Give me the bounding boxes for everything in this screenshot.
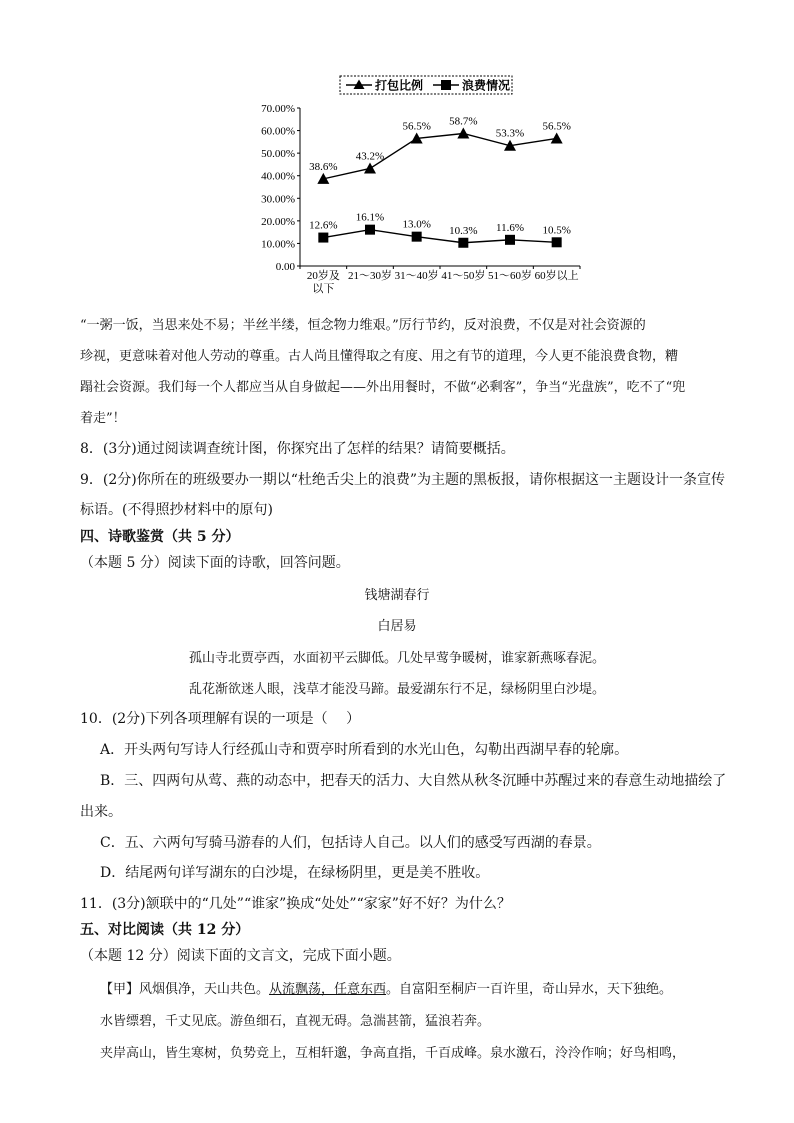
passage-line: 珍视，更意味着对他人劳动的尊重。古人尚且懂得取之有度、用之有节的道理，今人更不能浪费食物，糟 [80, 349, 679, 364]
y-tick-label: 70.00% [261, 103, 295, 115]
data-label: 12.6% [309, 219, 338, 232]
question-10-stem: 10．(2分)下列各项理解有误的一项是（ ） [80, 711, 361, 727]
section-4-intro: （本题 5 分）阅读下面的诗歌，回答问题。 [80, 555, 350, 571]
data-point-triangle [364, 162, 376, 173]
poem-line-2: 乱花渐欲迷人眼，浅草才能没马蹄。最爱湖东行不足，绿杨阴里白沙堤。 [188, 682, 605, 697]
material-passage [80, 310, 720, 434]
passage-jia-line-1 [100, 978, 672, 997]
data-label: 13.0% [402, 218, 431, 231]
data-point-square [365, 225, 375, 235]
data-label: 38.6% [309, 160, 338, 173]
question-8: 8．(3分)通过阅读调查统计图，你探究出了怎样的结果？请简要概括。 [80, 441, 515, 457]
data-label: 56.5% [542, 120, 571, 133]
data-point-triangle [457, 128, 469, 139]
data-point-square [552, 237, 562, 247]
y-tick-label: 20.00% [261, 215, 295, 228]
question-10-option-b-line-1: B．三、四两句从莺、燕的动态中，把春天的活力、大自然从秋冬沉睡中苏醒过来的春意生动地描绘了 [100, 773, 727, 789]
poem-line-1: 孤山寺北贾亭西，水面初平云脚低。几处早莺争暖树，谁家新燕啄春泥。 [188, 651, 605, 666]
y-tick-label: 30.00% [261, 193, 295, 206]
section-5-intro: （本题 12 分）阅读下面的文言文，完成下面小题。 [80, 948, 401, 964]
legend-label-series-1: 打包比例 [375, 78, 424, 93]
passage-jia-tag: 【甲】 [100, 982, 140, 997]
data-label: 10.5% [542, 224, 571, 237]
y-tick-label: 10.00% [261, 238, 295, 251]
question-10-option-b-line-2: 出来。 [80, 804, 122, 820]
data-label: 56.5% [402, 120, 431, 133]
x-tick-label: 60岁以上 [534, 270, 579, 282]
x-tick-label: 51～60岁 [488, 270, 532, 282]
section-5-title: 五、对比阅读（共 12 分） [80, 922, 250, 938]
data-point-square [412, 232, 422, 242]
data-point-square [318, 233, 328, 243]
question-10-option-d: D．结尾两句详写湖东的白沙堤，在绿杨阴里，更是美不胜收。 [100, 865, 490, 881]
passage-line: 蹋社会资源。我们每一个人都应当从自身做起——外出用餐时，不做“必剩客”，争当“光盘族”，吃不了“兜 [80, 380, 686, 395]
data-label: 53.3% [495, 127, 525, 140]
passage-jia-text: 。自富阳至桐庐一百许里，奇山异水，天下独绝。 [386, 982, 673, 997]
data-point-triangle [551, 132, 563, 143]
x-tick-label: 21～30岁 [348, 270, 392, 282]
underlined-phrase: 从流飘荡，任意东西 [269, 982, 387, 997]
survey-line-chart [250, 70, 590, 300]
question-11: 11．(3分)颔联中的“几处”“谁家”换成“处处”“家家”好不好？为什么？ [80, 896, 511, 912]
x-tick-label: 31～40岁 [394, 270, 439, 282]
data-label: 11.6% [495, 221, 525, 234]
legend-label-series-2: 浪费情况 [462, 78, 511, 93]
data-label: 10.3% [449, 224, 478, 237]
chart-legend [340, 76, 512, 94]
passage-jia-text: 风烟俱净，天山共色。 [139, 982, 270, 997]
y-tick-label: 50.00% [261, 148, 295, 161]
passage-jia-line-3: 夹岸高山，皆生寒树，负势竞上，互相轩邈，争高直指，千百成峰。泉水激石，泠泠作响；好鸟相鸣， [100, 1046, 686, 1061]
y-tick-label: 40.00% [261, 170, 295, 183]
poem-title: 钱塘湖春行 [364, 588, 430, 603]
passage-jia-line-2: 水皆缥碧，千丈见底。游鱼细石，直视无碍。急湍甚箭，猛浪若奔。 [100, 1014, 491, 1029]
x-tick-label: 20岁及 [306, 270, 340, 282]
data-point-square [458, 238, 468, 248]
question-10-option-c: C．五、六两句写骑马游春的人们，包括诗人自己。以人们的感受写西湖的春景。 [100, 835, 601, 851]
data-label: 43.2% [355, 150, 385, 163]
data-label: 16.1% [355, 211, 385, 224]
passage-line: “一粥一饭，当思来处不易；半丝半缕，恒念物力维艰。”厉行节约，反对浪费，不仅是对社会资源的 [80, 318, 646, 333]
passage-line: 着走”！ [80, 411, 126, 426]
data-label: 58.7% [449, 115, 478, 128]
x-tick-label: 41～50岁 [441, 270, 486, 282]
question-9-line-1: 9．(2分)你所在的班级要办一期以“杜绝舌尖上的浪费”为主题的黑板报，请你根据这一主题设计一条宣传 [80, 472, 726, 488]
question-9-line-2: 标语。(不得照抄材料中的原句) [80, 502, 273, 518]
section-4-title: 四、诗歌鉴赏（共 5 分） [80, 529, 240, 545]
x-tick-label: 以下 [312, 283, 335, 295]
legend-square-marker [441, 80, 451, 90]
y-tick-label: 0.00 [275, 261, 295, 273]
question-10-option-a: A．开头两句写诗人行经孤山寺和贾亭时所看到的水光山色，勾勒出西湖早春的轮廓。 [100, 742, 629, 758]
poem-author: 白居易 [377, 619, 417, 634]
data-point-square [505, 235, 515, 245]
legend-triangle-marker [354, 80, 365, 90]
y-tick-label: 60.00% [261, 125, 295, 138]
